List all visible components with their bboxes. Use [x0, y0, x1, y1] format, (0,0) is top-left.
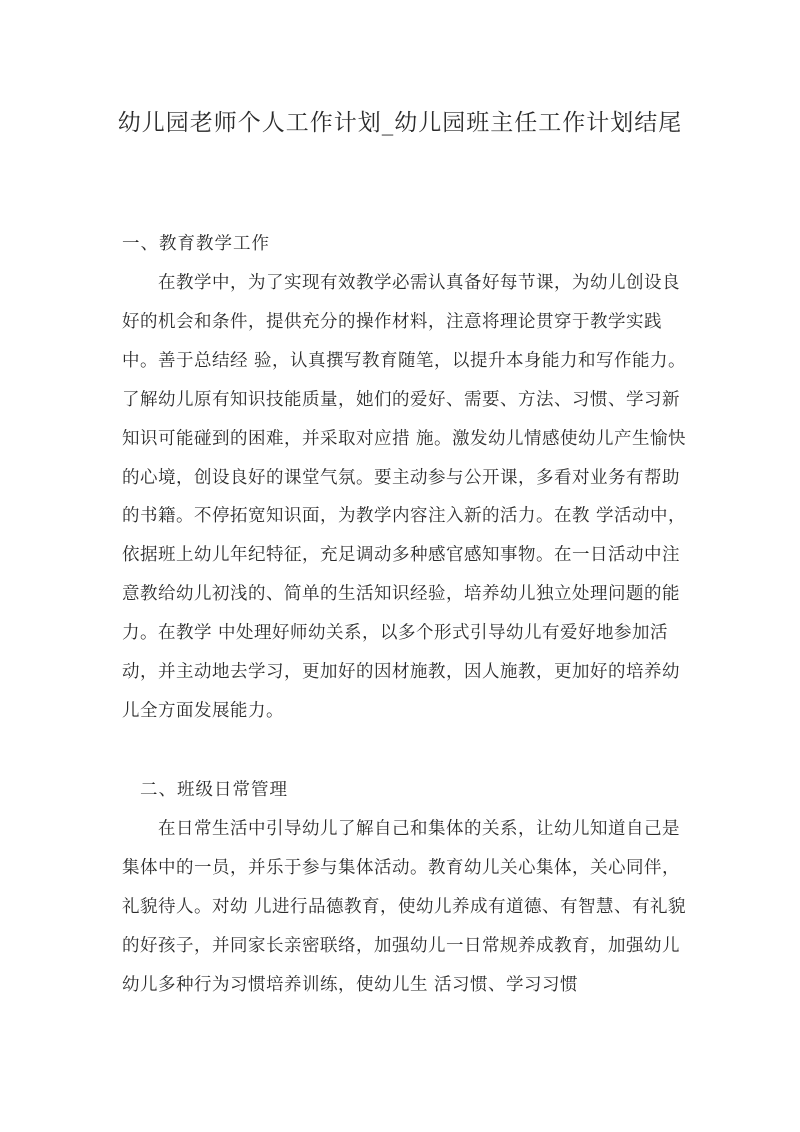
section-heading-class-management: 二、班级日常管理 — [140, 780, 288, 800]
document-title: 幼儿园老师个人工作计划_幼儿园班主任工作计划结尾 — [117, 110, 683, 136]
section-paragraph-teaching: 在教学中，为了实现有效教学必需认真备好每节课，为幼儿创设良好的机会和条件，提供充分的操作材料，注意将理论贯穿于教学实践中。善于总结经 验，认真撰写教育随笔，以提升本身能力和写作能力。了解幼儿原有知识技能质量，她们的爱好、需要、方法、习惯、学习新知识可能碰到的困难，并采取对应措 施。激发幼儿情感使幼儿产生愉快的心境，创设良好的课堂气氛。要主动参与公开课，多看对业务有帮助的书籍。不停拓宽知识面，为教学内容注入新的活力。在教 学活动中，依据班上幼儿年纪特征，充足调动多种感官感知事物。在一日活动中注意教给幼儿初浅的、简单的生活知识经验，培养幼儿独立处理问题的能力。在教学 中处理好师幼关系，以多个形式引导幼儿有爱好地参加活动，并主动地去学习，更加好的因材施教，因人施教，更加好的培养幼儿全方面发展能力。 — [122, 273, 687, 721]
section-heading-teaching: 一、教育教学工作 — [122, 234, 270, 254]
section-paragraph-class-management: 在日常生活中引导幼儿了解自己和集体的关系，让幼儿知道自己是集体中的一员，并乐于参与集体活动。教育幼儿关心集体，关心同伴，礼貌待人。对幼 儿进行品德教育，使幼儿养成有道德、有智慧、有礼貌的好孩子，并同家长亲密联络，加强幼儿一日常规养成教育，加强幼儿幼儿多种行为习惯培养训练，使幼儿生 活习惯、学习习惯 — [122, 819, 687, 995]
